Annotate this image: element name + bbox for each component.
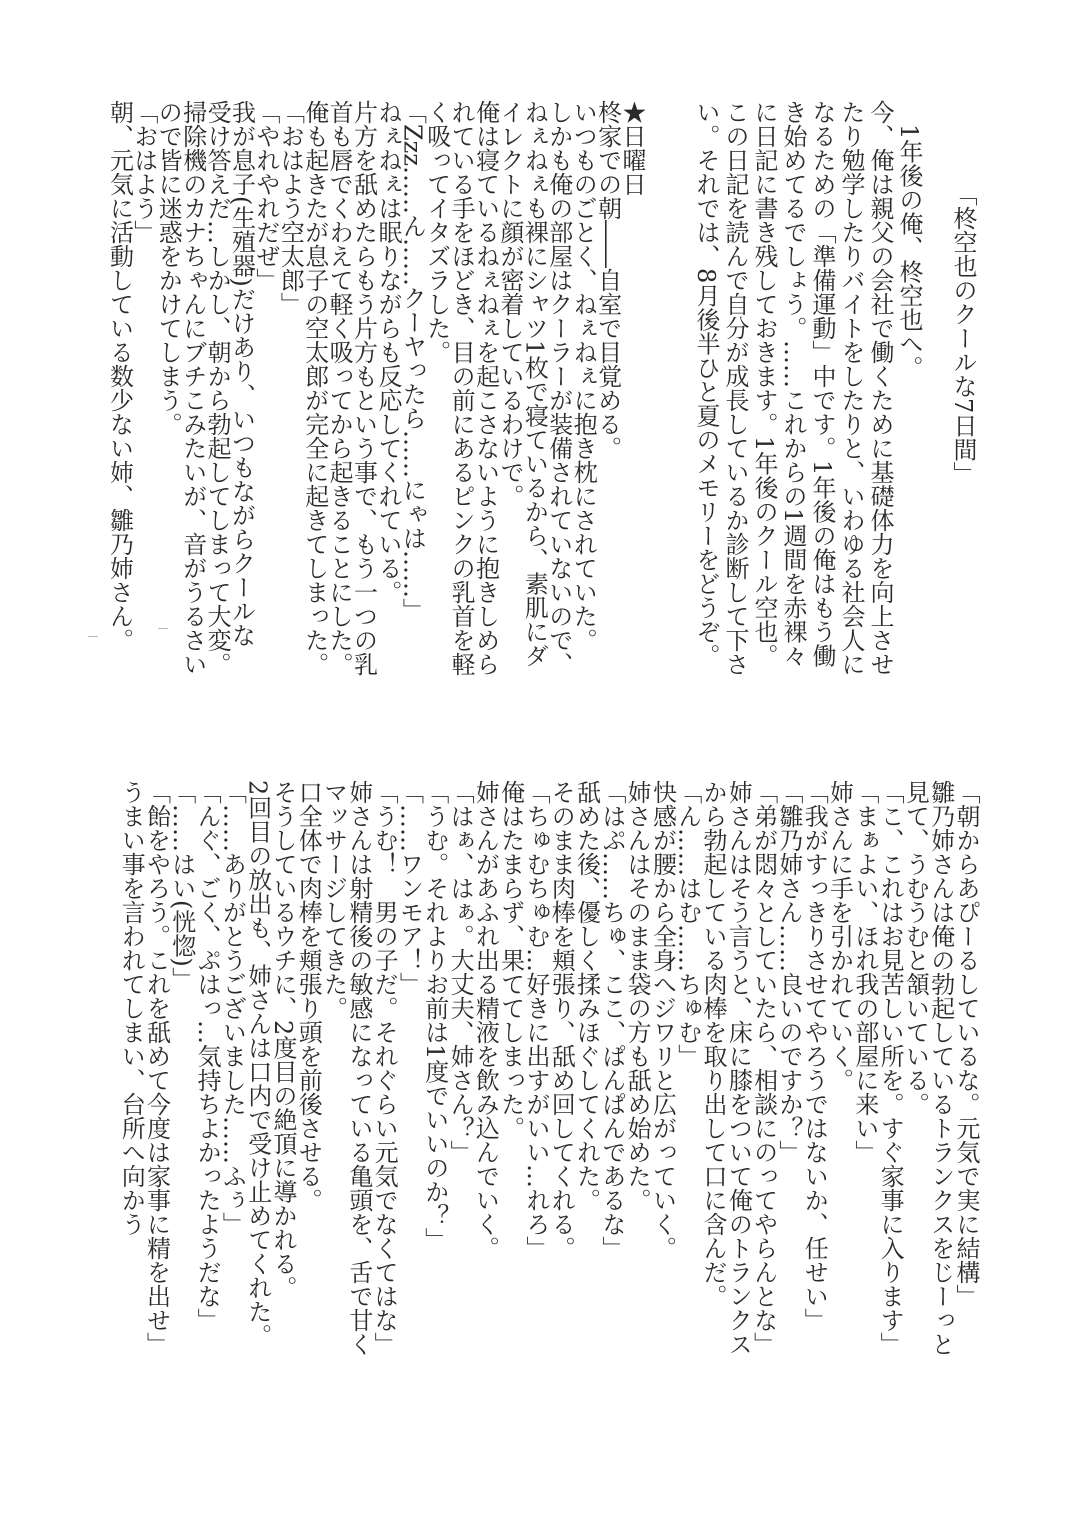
- text-line: 姉さんに手を引かれていく。: [825, 780, 854, 1092]
- text-line: 「まぁよい、ほれ我の部屋に来い」: [850, 780, 879, 1164]
- text-line: 「弟が悶々としていたら、相談にのってやらんとな」: [749, 780, 778, 1356]
- text-line: 「うむ。それよりお前は1度でいいのか？」: [420, 780, 449, 1252]
- scan-artifact: [158, 628, 168, 629]
- page-title: 「柊空也のクールな7日間」: [949, 182, 977, 486]
- text-line: 快感が腰から全身へジワリと広がっていく。: [648, 780, 677, 1260]
- text-line: 今、俺は親父の会社で働くために基礎体力を向上させ: [866, 100, 894, 676]
- diary-entry-bottom: [118, 780, 978, 1356]
- text-line: 「我がすっきりさせてやろうではないか、任せい」: [800, 780, 829, 1332]
- text-line: 「……はい(恍惚)」: [167, 780, 196, 991]
- text-line: 我が息子(生殖器)だけあり、いつもながらクールな: [227, 100, 256, 647]
- text-line: 姉さんは射精後の敏感になっている亀頭を、舌で甘く: [344, 780, 373, 1356]
- text-line: く吸ってイタズラした。: [422, 100, 451, 364]
- text-line: 「ん……はむ……ちゅむ」: [673, 780, 702, 1068]
- text-line: 掃除機のカナちゃんにブチこみたいが、音がうるさい: [178, 100, 207, 676]
- text-line: 2回目の放出も、姉さんは口内で受け止めてくれた。: [243, 780, 272, 1348]
- text-line: 「雛乃姉さん……良いのですか？」: [774, 780, 803, 1164]
- text-line: ★日曜日: [618, 100, 646, 196]
- text-line: イレクトに顔が密着しているわけで。: [495, 100, 524, 508]
- text-line: から勃起している肉棒を取り出して口に含んだ。: [699, 780, 728, 1308]
- text-line: ねぇねぇは眠りながらも反応してくれている。: [373, 100, 402, 604]
- intro-paragraph: [691, 100, 923, 676]
- text-line: そのまま肉棒を頬張り、舐め回してくれる。: [547, 780, 576, 1260]
- text-line: 受け答えだ…しかし、朝から勃起してしまって大変。: [203, 100, 232, 676]
- text-line: 俺はたまらず、果ててしまった。: [496, 780, 525, 1140]
- text-line: 俺も起きたが息子の空太郎が完全に起きてしまった。: [300, 100, 329, 676]
- text-line: 「おはよう空太郎」: [276, 100, 305, 316]
- text-line: 「……ワンモア！」: [395, 780, 424, 996]
- scan-artifact: [88, 636, 98, 637]
- text-line: 俺は寝ているねぇねぇを起こさないように抱きしめら: [471, 100, 500, 676]
- text-line: 雛乃姉さんは俺の勃起しているトランクスをじーっと: [926, 780, 955, 1356]
- text-line: ねぇねぇも裸にシャツ1枚で寝ているから、素肌にダ: [520, 100, 549, 668]
- text-line: れている手をほどき、目の前にあるピンクの乳首を軽: [447, 100, 476, 676]
- text-line: 「……ありがとうございました……ふぅ」: [218, 780, 247, 1236]
- text-line: 姉さんがあふれ出る精液を飲み込んでいく。: [471, 780, 500, 1260]
- text-line: 口全体で肉棒を頬張り頭を前後させる。: [294, 780, 323, 1212]
- text-line: ので皆に迷惑をかけてしまう。: [154, 100, 183, 436]
- text-line: 「Zzz……ん……クーヤったら……にゃは……」: [398, 100, 427, 622]
- text-line: 「はぷ……ちゅ、ここ、ぱんぱんであるな」: [597, 780, 626, 1260]
- text-line: いつものごとく、ねぇねぇに抱き枕にされていた。: [569, 100, 598, 652]
- text-line: 「うむ！ 男の子だ。それぐらい元気でなくてはな」: [370, 780, 399, 1356]
- text-line: 「おはよう」: [129, 100, 158, 244]
- text-line: 1年後の俺、柊空也へ。: [895, 100, 923, 380]
- text-line: たり勉学したりバイトをしたりと、いわゆる社会人に: [837, 100, 865, 676]
- text-line: しかも俺の部屋はクーラーが装備されていないので、: [544, 100, 573, 676]
- text-line: 「朝からあぴーるしているな。元気で実に結構」: [952, 780, 980, 1308]
- diary-entry-top: [107, 100, 644, 676]
- text-line: 「んぐ、ごく、ぷはっ…気持ちよかったようだな」: [193, 780, 222, 1332]
- text-line: に日記に書き残しておきます。1年後のクール空也。: [750, 100, 778, 668]
- text-line: 柊家での朝――自室で目覚める。: [593, 100, 622, 460]
- text-line: き始めてるでしょう。……これからの1週間を赤裸々: [779, 100, 807, 668]
- text-line: 見て、うむうむと頷いている。: [901, 780, 930, 1116]
- text-line: マッサージしてきた。: [319, 780, 348, 1020]
- text-line: 「こ、これはお見苦しい所を。すぐ家事に入ります」: [876, 780, 905, 1356]
- text-line: 「ちゅむちゅむ…好きに出すがいい…れろ」: [521, 780, 550, 1260]
- text-line: 姉さんはそのまま袋の方も舐め始めた。: [623, 780, 652, 1212]
- text-line: い。それでは、8月後半ひと夏のメモリーをどうぞ。: [692, 100, 720, 668]
- text-line: 「飴をやろう。これを舐めて今度は家事に精を出せ」: [142, 780, 171, 1356]
- text-line: 首も唇でくわえて軽く吸ってから起きることにした。: [325, 100, 354, 676]
- text-line: この日記を読んで自分が成長しているか診断して下さ: [721, 100, 749, 676]
- text-line: 舐めた後、優しく揉みほぐしてくれた。: [572, 780, 601, 1212]
- text-line: うまい事を言われてしまい、台所へ向かう: [117, 780, 146, 1236]
- text-line: なるための「準備運動」中です。1年後の俺はもう働: [808, 100, 836, 668]
- text-line: 「はぁ、はぁ。大丈夫、姉さん？」: [446, 780, 475, 1164]
- text-line: 朝、元気に活動している数少ない姉、雛乃姉さん。: [105, 100, 134, 652]
- text-line: そうしているウチに、2度目の絶頂に導かれる。: [268, 780, 297, 1300]
- text-line: 片方を舐めたらもう片方もという事で、もう一つの乳: [349, 100, 378, 676]
- text-line: 「やれやれだぜ」: [251, 100, 280, 292]
- text-line: 姉さんはそう言うと、床に膝をついて俺のトランクス: [724, 780, 753, 1356]
- page-title-block: [948, 182, 978, 485]
